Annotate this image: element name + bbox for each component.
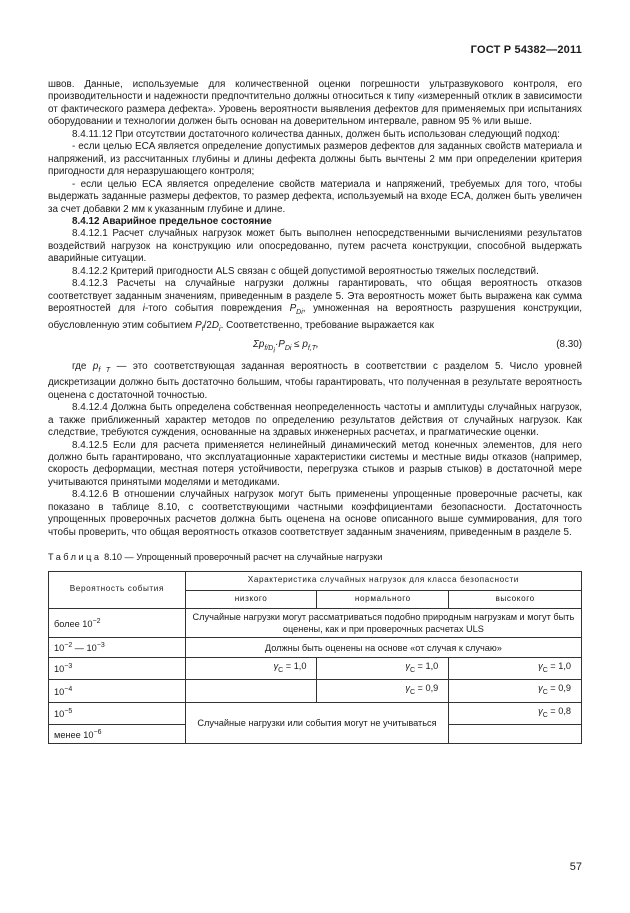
section-heading: 8.4.12 Аварийное предельное состояние <box>72 215 272 227</box>
table-caption-text: 8.10 — Упрощенный проверочный расчет на случайные нагрузки <box>104 552 383 563</box>
table-row <box>49 608 582 638</box>
row-probability: $10^{-3}$ <box>49 658 186 680</box>
gamma-high: $\gamma_C = 0,9$ <box>449 680 582 702</box>
row-probability: $10^{-5}$ <box>49 702 186 724</box>
paragraph: 8.4.12.4 Должна быть определена собственная неопределенность частоты и амплитуды случайных нагрузок, а также приближенный характер методов по определению результатов действия от случайных нагрузок. Как следствие, требуются суждения, основанные на здравых инженерных расчетах, и прагматические оценки. <box>48 402 582 439</box>
table-caption <box>48 551 582 563</box>
paragraph: 8.4.11.12 При отсутствии достаточного количества данных, должен быть использован следующий подход: <box>72 128 560 140</box>
header-class-low: низкого <box>185 590 317 608</box>
formula-number: (8.30) <box>556 339 582 350</box>
paragraph: 8.4.12.5 Если для расчета применяется нелинейный динамический метод конечных элементов, для него должно быть гарантировано, что эксплуатационные характеристики системы и местные виды отказов (например, скорость деформации, местная потеря устойчивости, перегрузка стыков и разрыв стыков) в достаточной мере учитываются принятыми моделями и методиками. <box>48 439 582 488</box>
gamma-low: $\gamma_C = 1,0$ <box>185 658 317 680</box>
header-load-characteristic: Характеристика случайных нагрузок для класса безопасности <box>185 571 581 590</box>
gamma-normal: $\gamma_C = 1,0$ <box>317 658 449 680</box>
paragraph: 8.4.12.1 Расчет случайных нагрузок может быть выполнен непосредственными вычислениями результатов воздействий нагрузок на конструкцию или опосредованно, путем расчета конструкции, способной выдержать аварийные ситуации. <box>48 228 582 265</box>
document-header: ГОСТ Р 54382—2011 <box>470 44 582 56</box>
page-number: 57 <box>569 861 582 873</box>
table-row <box>49 680 582 702</box>
gamma-normal: $\gamma_C = 0,9$ <box>317 680 449 702</box>
table-row <box>49 702 582 724</box>
paragraph: - если целью ECA является определение допустимых размеров дефектов для заданных свойств материала и напряжений, из рассчитанных глубины и длины дефекта должны быть вычтены 2 мм при определении критерия пригодности для неразрушающего контроля; <box>48 141 582 178</box>
paragraphs-block-1 <box>48 79 582 336</box>
row-description: Случайные нагрузки или события могут не учитываться <box>185 702 448 744</box>
gamma-high-empty <box>449 724 582 744</box>
table-row <box>49 658 582 680</box>
gamma-high: $\gamma_C = 1,0$ <box>449 658 582 680</box>
paragraph: 8.4.12.2 Критерий пригодности ALS связан с общей допустимой вероятностью тяжелых последствий. <box>72 265 539 277</box>
paragraph: 8.4.12.3 Расчеты на случайные нагрузки должны гарантировать, что общая вероятность отказов соответствует заданным значениям, приведенным в разделе 5. Эта вероятность может быть выражена как сумма вероятностей для i-того события повреждения $P_{Di}$, умноженная на вероятность разрушения конструкции, обусловленную этим событием $P_f/2D_i$. Соответственно, требование выражается как <box>48 278 582 333</box>
page-body <box>48 79 582 744</box>
header-class-high: высокого <box>449 590 582 608</box>
gamma-low-empty <box>185 680 317 702</box>
paragraph: 8.4.12.6 В отношении случайных нагрузок могут быть применены упрощенные проверочные расчеты, как показано в таблице 8.10, с соответствующими частными коэффициентами безопасности. Достаточность упрощенных проверочных расчетов должна быть оценена на основе описанного выше суммирования, для того чтобы проверить, что общая вероятность отказов соответствует заданным значениям, приведенным в разделе 5. <box>48 489 582 538</box>
header-probability: Вероятность события <box>49 571 186 608</box>
formula-expression: $\Sigma p_{f/D_i}\cdot P_{Di} \le p_{f,T}$, <box>253 339 319 355</box>
paragraphs-block-2 <box>48 361 582 539</box>
gamma-high: $\gamma_C = 0,8$ <box>449 702 582 724</box>
paragraph: швов. Данные, используемые для количественной оценки погрешности ультразвукового контроля, его производительности и надежности предпочтительно должны относиться к типу «измеренный отклик в зависимости от фактического размера дефекта». Уровень вероятности выявления дефектов для применяемых при испытаниях оборудовании и технологии должен быть основан на доверительном интервале, равном 95 % или выше. <box>48 79 582 128</box>
paragraph: - если целью ECA является определение свойств материала и напряжений, требуемых для того, чтобы выдержать заданные размеры дефектов, то размер дефекта, используемый на входе ECA, должен быть увеличен за счет добавки 2 мм к указанным глубине и длине. <box>48 178 582 215</box>
accidental-loads-table <box>48 571 582 745</box>
formula-8-30 <box>48 336 582 361</box>
row-probability: более $10^{-2}$ <box>49 608 186 638</box>
header-class-normal: нормального <box>317 590 449 608</box>
row-description: Случайные нагрузки могут рассматриваться подобно природным нагрузкам и могут быть оценены, как и при проверочных расчетах ULS <box>185 608 581 638</box>
row-probability: менее $10^{-6}$ <box>49 724 186 744</box>
row-description: Должны быть оценены на основе «от случая к случаю» <box>185 638 581 658</box>
row-probability: $10^{-4}$ <box>49 680 186 702</box>
paragraph: где $p_{f T}$ — это соответствующая заданная вероятность в соответствии с разделом 5. Число уровней дискретизации должно быть достаточно большим, чтобы гарантировать, что полученная в результате вероятность оценена с достаточной точностью. <box>48 360 583 401</box>
row-probability: $10^{-2}$ — $10^{-3}$ <box>49 638 186 658</box>
table-row <box>49 638 582 658</box>
table-caption-word: Таблица <box>48 552 102 563</box>
